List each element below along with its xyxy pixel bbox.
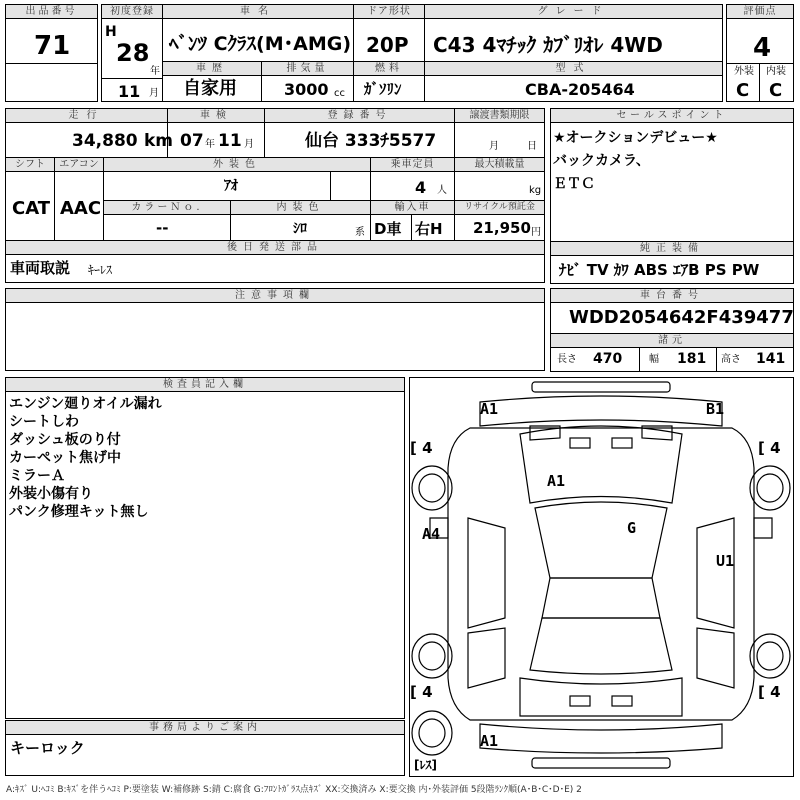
ac-label: エアコン	[55, 158, 103, 172]
model-box	[424, 61, 723, 102]
transfer-month-unit: 月	[489, 141, 499, 152]
length: 470	[593, 351, 623, 367]
shift: CAT	[12, 198, 51, 219]
grade-label: グレード	[425, 5, 722, 19]
ac: AAC	[60, 198, 102, 219]
chassis-label: 車台番号	[551, 289, 793, 303]
lot-label: 出品番号	[6, 5, 97, 19]
damage-front-left: A1	[480, 400, 499, 418]
inspection-label: 車検	[168, 109, 264, 123]
damage-right-side: U1	[716, 552, 735, 570]
sales-points-box	[550, 108, 794, 242]
capacity-box	[370, 157, 455, 201]
inspector-note-4: カーペット焦げ中	[9, 450, 121, 466]
interior-color-box	[230, 200, 371, 241]
interior-color-unit: 系	[355, 227, 365, 238]
import-type: D車	[374, 220, 402, 238]
lot-box	[5, 4, 98, 102]
inspector-note-2: シートしわ	[9, 414, 79, 430]
interior-color: ｼﾛ	[293, 221, 307, 237]
caution-box	[5, 288, 545, 371]
tire-front-left: [ 4	[410, 439, 433, 457]
width-label: 幅	[649, 354, 659, 365]
inspector-note-1: エンジン廻りオイル漏れ	[9, 396, 162, 412]
office-box	[5, 720, 405, 776]
grade: C43 4ﾏﾁｯｸ ｶﾌﾞﾘｵﾚ 4WD	[433, 33, 663, 57]
equipment-box	[550, 241, 794, 284]
model-label: 型式	[425, 62, 722, 76]
load-box	[454, 157, 545, 201]
import-box	[370, 200, 455, 241]
sales-point-3: ＥＴＣ	[553, 176, 595, 192]
car-outline-diagram	[410, 378, 793, 776]
sales-points-label: セールスポイント	[551, 109, 793, 123]
mileage: 34,880	[72, 131, 138, 151]
later-parts-main: 車両取説	[10, 259, 71, 277]
transfer-day-unit: 日	[527, 141, 537, 152]
cc-unit: cc	[334, 88, 345, 99]
door-label: ドア形状	[354, 5, 424, 19]
door-box	[353, 4, 425, 62]
inspector-note-3: ダッシュ板のり付	[9, 432, 121, 448]
import-label: 輸入車	[371, 201, 454, 215]
length-label: 長さ	[557, 354, 577, 365]
history: 自家用	[183, 78, 237, 99]
height: 141	[756, 351, 786, 367]
equipment-label: 純正装備	[551, 242, 793, 256]
tire-rear-left: [ 4	[410, 683, 433, 701]
recycle-box	[454, 200, 545, 241]
vehicle-name: ﾍﾞﾝﾂ Cｸﾗｽ(M･AMG)	[169, 33, 352, 55]
mileage-box	[5, 108, 174, 158]
inspection-year-unit: 年	[205, 139, 215, 150]
shift-box	[5, 157, 55, 241]
recycle-fee: 21,950	[473, 219, 531, 237]
reg-year: 28	[116, 39, 150, 67]
interior-grade: C	[769, 80, 783, 101]
score-label: 評価点	[727, 5, 793, 19]
first-registration-box	[101, 4, 163, 102]
inspection-box	[167, 108, 265, 158]
capacity-label: 乗車定員	[371, 158, 454, 172]
inspection-month: 11	[218, 131, 242, 151]
mileage-label: 走行	[6, 109, 167, 123]
specs-label: 諸元	[551, 333, 793, 348]
damage-diagram	[409, 377, 794, 777]
handle-side: 右H	[415, 220, 443, 238]
exterior-grade: C	[736, 80, 750, 101]
office-label: 事務局よりご案内	[6, 721, 404, 735]
interior-label: 内装	[766, 66, 786, 77]
spare-tire: [ﾚｽ]	[414, 758, 437, 772]
load-label: 最大積載量	[455, 158, 544, 172]
exterior-label: 外装	[734, 66, 754, 77]
tire-rear-right: [ 4	[758, 683, 781, 701]
color-no-box	[103, 200, 231, 241]
displacement-label: 排気量	[262, 62, 353, 76]
later-parts-label: 後日発送部品	[6, 241, 544, 255]
height-label: 高さ	[721, 354, 741, 365]
vehicle-name-box	[162, 4, 354, 62]
lot-number: 71	[34, 31, 71, 61]
score-box	[726, 4, 794, 102]
later-parts-box	[5, 240, 545, 283]
chassis-number: WDD2054642F439477	[569, 307, 794, 328]
transfer-box	[454, 108, 545, 158]
load-unit: kg	[529, 185, 542, 196]
reg-month: 11	[118, 82, 141, 101]
fuel-box	[353, 61, 425, 102]
legend: A:ｷｽﾞ U:ﾍｺﾐ B:ｷｽﾞを伴うﾍｺﾐ P:要塗装 W:補修跡 S:錆 C:腐食 G:ﾌﾛﾝﾄｶﾞﾗｽ点ｷｽﾞ XX:交換済み X:要交換 内･外装評価 5段階ﾗﾝｸ順(A･B･C･D･E) 2	[6, 785, 582, 795]
inspector-note-7: パンク修理キット無し	[9, 504, 149, 520]
inspector-box	[5, 377, 405, 719]
capacity: 4	[415, 178, 427, 197]
name-label: 車名	[163, 5, 353, 19]
exterior-color: ｱｵ	[224, 178, 238, 194]
ac-box	[54, 157, 104, 241]
displacement: 3000	[284, 80, 329, 99]
mileage-unit: km	[144, 131, 174, 151]
damage-front-right: B1	[706, 400, 725, 418]
recycle-label: リサイクル預託金	[455, 201, 544, 215]
inspection-month-unit: 月	[244, 139, 254, 150]
equipment: ﾅﾋﾞ TV ｶﾜ ABS ｴｱB PS PW	[559, 261, 760, 279]
capacity-unit: 人	[437, 185, 447, 196]
history-box	[162, 61, 262, 102]
inspector-note-6: 外装小傷有り	[9, 486, 93, 502]
damage-left-side: A4	[422, 525, 441, 543]
chassis-box	[550, 288, 794, 372]
displacement-box	[261, 61, 354, 102]
width: 181	[677, 351, 707, 367]
era: H	[105, 24, 117, 40]
tire-front-right: [ 4	[758, 439, 781, 457]
damage-roof: G	[627, 519, 637, 537]
damage-rear: A1	[480, 732, 499, 750]
shift-label: シフト	[6, 158, 54, 172]
inspection-year: 07	[180, 131, 204, 151]
plate-label: 登録番号	[265, 109, 454, 123]
caution-label: 注意事項欄	[6, 289, 544, 303]
plate-number: 仙台 333ﾁ5577	[305, 131, 437, 151]
sales-point-2: バックカメラ、	[553, 153, 650, 169]
exterior-color-box	[103, 157, 371, 201]
transfer-label: 譲渡書類期限	[455, 109, 544, 123]
interior-color-label: 内装色	[231, 201, 370, 215]
inspector-label: 検査員記入欄	[6, 378, 404, 392]
fuel-label: 燃料	[354, 62, 424, 76]
door-type: 20P	[366, 33, 409, 57]
exterior-color-label: 外装色	[104, 158, 370, 172]
color-no-label: カラーＮｏ.	[104, 201, 230, 215]
model: CBA-205464	[525, 80, 635, 99]
first-reg-label: 初度登録	[102, 5, 162, 19]
fuel: ｶﾞｿﾘﾝ	[364, 80, 402, 98]
plate-box	[264, 108, 455, 158]
color-no: --	[156, 219, 169, 237]
grade-box	[424, 4, 723, 62]
recycle-unit: 円	[531, 227, 541, 238]
damage-hood: A1	[547, 472, 566, 490]
later-parts-rest: ｷｰﾚｽ	[88, 263, 113, 277]
score: 4	[753, 33, 772, 63]
office-note: キーロック	[10, 739, 85, 757]
year-unit: 年	[150, 66, 160, 77]
inspector-note-5: ミラーＡ	[9, 468, 65, 484]
sales-point-1: ★オークションデビュー★	[553, 130, 718, 146]
history-label: 車歴	[163, 62, 261, 76]
month-unit: 月	[149, 88, 159, 99]
